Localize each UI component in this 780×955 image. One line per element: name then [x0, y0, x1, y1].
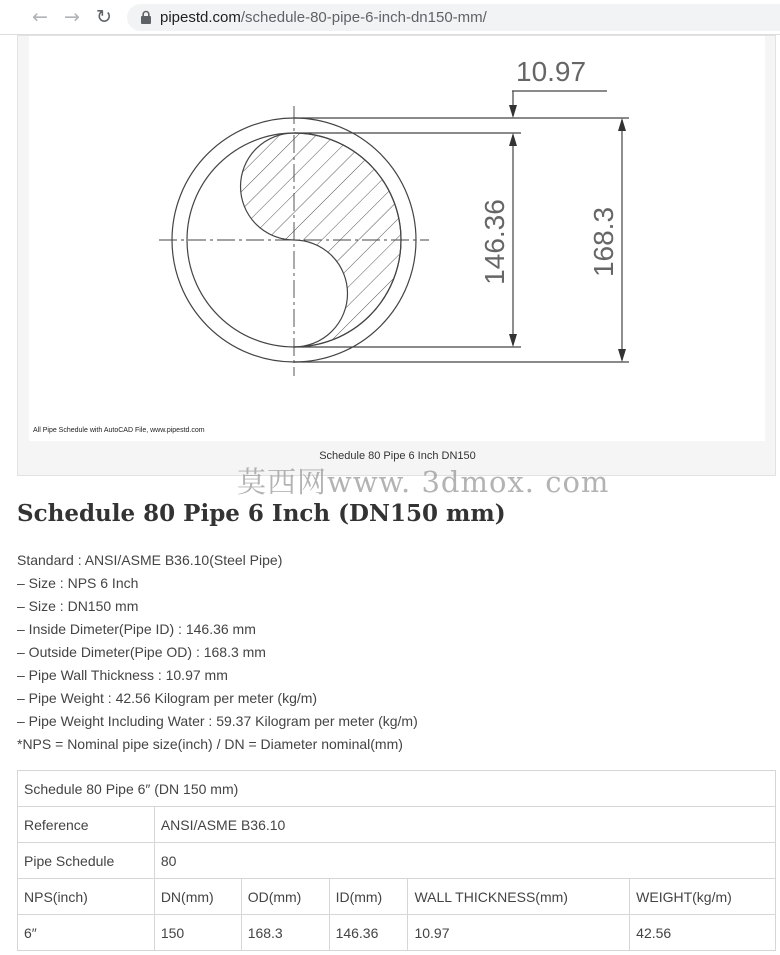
pipe-cross-section-svg — [29, 36, 765, 441]
table-cell-value: ANSI/ASME B36.10 — [154, 807, 775, 843]
arrow-left-icon: ← — [32, 6, 48, 28]
spec-weight: – Pipe Weight : 42.56 Kilogram per meter (kg/m) — [17, 690, 318, 706]
spec-weight-water: – Pipe Weight Including Water : 59.37 Kilogram per meter (kg/m) — [17, 713, 418, 729]
table-header-cell: WALL THICKNESS(mm) — [408, 879, 630, 915]
arrow-right-icon: → — [64, 6, 80, 28]
spec-size-dn: – Size : DN150 mm — [17, 598, 139, 614]
drawing-credit: All Pipe Schedule with AutoCAD File, www.pipestd.com — [33, 427, 205, 434]
browser-toolbar — [0, 0, 780, 35]
reload-button[interactable] — [93, 6, 115, 28]
table-header-cell: NPS(inch) — [18, 879, 155, 915]
table-header-row — [18, 879, 776, 915]
lock-icon — [139, 10, 153, 25]
table-cell-label: Reference — [18, 807, 155, 843]
table-cell: 146.36 — [329, 915, 408, 951]
table-cell-value: 80 — [154, 843, 775, 879]
table-header-cell: WEIGHT(kg/m) — [630, 879, 776, 915]
spec-inside-diameter: – Inside Dimeter(Pipe ID) : 146.36 mm — [17, 621, 256, 637]
url-domain: pipestd.com — [160, 9, 241, 26]
back-button[interactable] — [29, 6, 51, 28]
reload-icon: ↻ — [96, 6, 112, 28]
table-header-cell: OD(mm) — [241, 879, 329, 915]
table-header-cell: ID(mm) — [329, 879, 408, 915]
figure-caption: Schedule 80 Pipe 6 Inch DN150 — [319, 450, 476, 462]
forward-button[interactable] — [61, 6, 83, 28]
dim-wall-label: 10.97 — [516, 56, 587, 87]
table-header-cell: DN(mm) — [154, 879, 241, 915]
table-cell: 42.56 — [630, 915, 776, 951]
pipe-spec-table — [17, 770, 776, 951]
spec-size-nps: – Size : NPS 6 Inch — [17, 575, 139, 591]
table-cell: 6″ — [18, 915, 155, 951]
pipe-drawing — [29, 36, 765, 441]
table-row — [18, 807, 776, 843]
pipe-figure — [17, 35, 776, 476]
spec-outside-diameter: – Outside Dimeter(Pipe OD) : 168.3 mm — [17, 644, 266, 660]
url-path: /schedule-80-pipe-6-inch-dn150-mm/ — [240, 9, 487, 26]
table-row — [18, 915, 776, 951]
address-bar[interactable] — [127, 4, 780, 31]
spec-list — [17, 551, 418, 758]
spec-wall-thickness: – Pipe Wall Thickness : 10.97 mm — [17, 667, 228, 683]
table-cell: 150 — [154, 915, 241, 951]
url-text[interactable] — [160, 9, 487, 26]
table-row — [18, 771, 776, 807]
dim-id-label: 146.36 — [479, 199, 510, 285]
spec-standard: Standard : ANSI/ASME B36.10(Steel Pipe) — [17, 552, 283, 568]
watermark: 莫西网www. 3dmox. com — [237, 465, 610, 499]
table-cell-label: Pipe Schedule — [18, 843, 155, 879]
table-caption-cell: Schedule 80 Pipe 6″ (DN 150 mm) — [18, 771, 776, 807]
table-row — [18, 843, 776, 879]
page-title: Schedule 80 Pipe 6 Inch (DN150 mm) — [17, 500, 506, 527]
table-cell: 168.3 — [241, 915, 329, 951]
spec-note: *NPS = Nominal pipe size(inch) / DN = Diameter nominal(mm) — [17, 736, 403, 752]
table-cell: 10.97 — [408, 915, 630, 951]
dim-od-label: 168.3 — [588, 206, 619, 278]
